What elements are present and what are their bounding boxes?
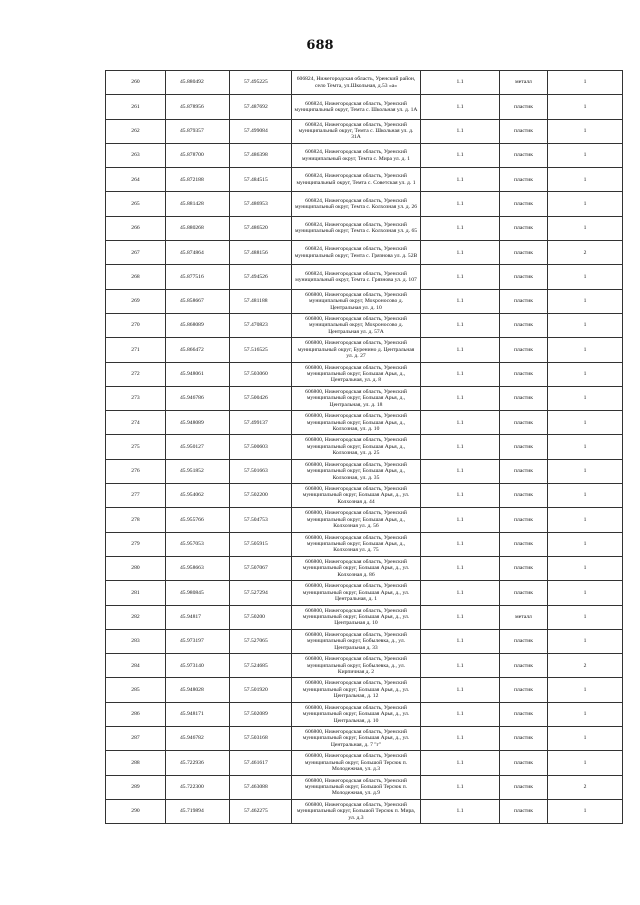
count-cell: 1: [548, 143, 623, 167]
longitude-cell: 57.484515: [230, 168, 292, 192]
table-row: [106, 265, 623, 289]
address-cell: 606800, Нижегородская область, Уренский муниципальный округ, Буренино д. Центральная ул. д. 27: [292, 338, 421, 362]
table-row: [106, 313, 623, 337]
row-number-cell: 270: [106, 313, 166, 337]
address-cell: 606800, Нижегородская область, Уренский муниципальный округ, Большой Терсюк п. Мира, ул. д.3: [292, 799, 421, 823]
latitude-cell: 45.946786: [166, 386, 230, 410]
volume-cell: 1.1: [421, 71, 500, 95]
table-row: [106, 362, 623, 386]
latitude-cell: 45.722300: [166, 775, 230, 799]
volume-cell: 1.1: [421, 95, 500, 119]
latitude-cell: 45.858667: [166, 289, 230, 313]
row-number-cell: 289: [106, 775, 166, 799]
table-row: [106, 629, 623, 653]
material-cell: пластик: [500, 241, 548, 265]
longitude-cell: 57.495225: [230, 71, 292, 95]
longitude-cell: 57.488156: [230, 241, 292, 265]
address-cell: 606800, Нижегородская область, Уренский муниципальный округ, Мохроносово д. Центральная ул. д. 10: [292, 289, 421, 313]
longitude-cell: 57.486953: [230, 192, 292, 216]
material-cell: металл: [500, 605, 548, 629]
latitude-cell: 45.722936: [166, 751, 230, 775]
latitude-cell: 45.951852: [166, 459, 230, 483]
material-cell: пластик: [500, 289, 548, 313]
count-cell: 1: [548, 411, 623, 435]
count-cell: 1: [548, 629, 623, 653]
latitude-cell: 45.877516: [166, 265, 230, 289]
longitude-cell: 57.502200: [230, 484, 292, 508]
material-cell: пластик: [500, 459, 548, 483]
longitude-cell: 57.499084: [230, 119, 292, 143]
material-cell: пластик: [500, 581, 548, 605]
longitude-cell: 57.481188: [230, 289, 292, 313]
address-cell: 606824, Нижегородская область, Уренский муниципальный округ, Темта с. Грязнова ул. д. 107: [292, 265, 421, 289]
row-number-cell: 262: [106, 119, 166, 143]
row-number-cell: 272: [106, 362, 166, 386]
latitude-cell: 45.878956: [166, 95, 230, 119]
count-cell: 1: [548, 508, 623, 532]
latitude-cell: 45.950127: [166, 435, 230, 459]
count-cell: 1: [548, 216, 623, 240]
material-cell: пластик: [500, 702, 548, 726]
table-body: [106, 71, 623, 824]
count-cell: 1: [548, 338, 623, 362]
volume-cell: 1.1: [421, 678, 500, 702]
volume-cell: 1.1: [421, 751, 500, 775]
count-cell: 1: [548, 386, 623, 410]
table-row: [106, 605, 623, 629]
page-number: 688: [306, 38, 334, 53]
volume-cell: 1.1: [421, 289, 500, 313]
longitude-cell: 57.505915: [230, 532, 292, 556]
longitude-cell: 57.486398: [230, 143, 292, 167]
table-row: [106, 508, 623, 532]
latitude-cell: 45.958663: [166, 556, 230, 580]
longitude-cell: 57.507067: [230, 556, 292, 580]
material-cell: пластик: [500, 678, 548, 702]
volume-cell: 1.1: [421, 362, 500, 386]
latitude-cell: 45.946782: [166, 727, 230, 751]
table-row: [106, 241, 623, 265]
row-number-cell: 284: [106, 654, 166, 678]
longitude-cell: 57.487692: [230, 95, 292, 119]
count-cell: 1: [548, 289, 623, 313]
volume-cell: 1.1: [421, 484, 500, 508]
row-number-cell: 274: [106, 411, 166, 435]
row-number-cell: 278: [106, 508, 166, 532]
volume-cell: 1.1: [421, 313, 500, 337]
address-cell: 606800, Нижегородская область, Уренский муниципальный округ, Большая Арья, д., ул. Колхозная д. 44: [292, 484, 421, 508]
row-number-cell: 268: [106, 265, 166, 289]
volume-cell: 1.1: [421, 265, 500, 289]
count-cell: 1: [548, 799, 623, 823]
count-cell: 2: [548, 775, 623, 799]
row-number-cell: 273: [106, 386, 166, 410]
latitude-cell: 45.973140: [166, 654, 230, 678]
count-cell: 1: [548, 581, 623, 605]
material-cell: пластик: [500, 654, 548, 678]
table-row: [106, 799, 623, 823]
latitude-cell: 45.948028: [166, 678, 230, 702]
address-cell: 606800, Нижегородская область, Уренский муниципальный округ, Большая Арья, д., Центральная, ул. д. 8: [292, 362, 421, 386]
table-row: [106, 119, 623, 143]
longitude-cell: 57.501920: [230, 678, 292, 702]
material-cell: пластик: [500, 629, 548, 653]
table-row: [106, 654, 623, 678]
volume-cell: 1.1: [421, 386, 500, 410]
address-cell: 606800, Нижегородская область, Уренский муниципальный округ, Большой Терсюк п. Молодежная, ул. д.3: [292, 751, 421, 775]
address-cell: 606800, Нижегородская область, Уренский муниципальный округ, Бобылевка, д., ул. Кирпичная д. 2: [292, 654, 421, 678]
longitude-cell: 57.499137: [230, 411, 292, 435]
latitude-cell: 45.868089: [166, 313, 230, 337]
count-cell: 1: [548, 71, 623, 95]
volume-cell: 1.1: [421, 629, 500, 653]
row-number-cell: 260: [106, 71, 166, 95]
row-number-cell: 280: [106, 556, 166, 580]
address-cell: 606800, Нижегородская область, Уренский муниципальный округ, Большая Арья, д., ул. Центральная, д. 10: [292, 702, 421, 726]
longitude-cell: 57.463088: [230, 775, 292, 799]
table-row: [106, 702, 623, 726]
table-row: [106, 556, 623, 580]
longitude-cell: 57.461617: [230, 751, 292, 775]
volume-cell: 1.1: [421, 168, 500, 192]
table-row: [106, 532, 623, 556]
volume-cell: 1.1: [421, 581, 500, 605]
volume-cell: 1.1: [421, 459, 500, 483]
count-cell: 1: [548, 484, 623, 508]
longitude-cell: 57.527065: [230, 629, 292, 653]
table-row: [106, 775, 623, 799]
volume-cell: 1.1: [421, 119, 500, 143]
table-row: [106, 192, 623, 216]
table-row: [106, 751, 623, 775]
address-cell: 606800, Нижегородская область, Уренский муниципальный округ, Большой Терсюк п. Молодежная, ул. д.9: [292, 775, 421, 799]
table-row: [106, 168, 623, 192]
latitude-cell: 45.973197: [166, 629, 230, 653]
material-cell: пластик: [500, 435, 548, 459]
volume-cell: 1.1: [421, 727, 500, 751]
longitude-cell: 57.516525: [230, 338, 292, 362]
address-cell: 606824, Нижегородская область, Уренский муниципальный округ, Темта с. Грязнова ул. д. 52В: [292, 241, 421, 265]
latitude-cell: 45.880492: [166, 71, 230, 95]
volume-cell: 1.1: [421, 143, 500, 167]
latitude-cell: 45.878700: [166, 143, 230, 167]
table-row: [106, 484, 623, 508]
address-cell: 606800, Нижегородская область, Уренский муниципальный округ, Большая Арья, д., ул. Центральная д. 10: [292, 605, 421, 629]
table-row: [106, 678, 623, 702]
longitude-cell: 57.502089: [230, 702, 292, 726]
count-cell: 1: [548, 459, 623, 483]
containers-table: [105, 70, 623, 824]
count-cell: 1: [548, 556, 623, 580]
longitude-cell: 57.503060: [230, 362, 292, 386]
volume-cell: 1.1: [421, 702, 500, 726]
count-cell: 1: [548, 435, 623, 459]
table-row: [106, 435, 623, 459]
latitude-cell: 45.879357: [166, 119, 230, 143]
address-cell: 606824, Нижегородская область, Уренский район, село Темта, ул.Школьная, д.53 «а»: [292, 71, 421, 95]
row-number-cell: 269: [106, 289, 166, 313]
address-cell: 606824, Нижегородская область, Уренский муниципальный округ, Темта с. Школьная ул. д. 1А: [292, 95, 421, 119]
row-number-cell: 277: [106, 484, 166, 508]
material-cell: пластик: [500, 556, 548, 580]
longitude-cell: 57.486520: [230, 216, 292, 240]
volume-cell: 1.1: [421, 411, 500, 435]
row-number-cell: 264: [106, 168, 166, 192]
material-cell: пластик: [500, 775, 548, 799]
count-cell: 1: [548, 119, 623, 143]
address-cell: 606800, Нижегородская область, Уренский муниципальный округ, Большая Арья, д., ул. Центральная, д. 7 "г": [292, 727, 421, 751]
latitude-cell: 45.719894: [166, 799, 230, 823]
material-cell: пластик: [500, 532, 548, 556]
volume-cell: 1.1: [421, 338, 500, 362]
material-cell: пластик: [500, 508, 548, 532]
longitude-cell: 57.524685: [230, 654, 292, 678]
latitude-cell: 45.872188: [166, 168, 230, 192]
count-cell: 1: [548, 678, 623, 702]
material-cell: пластик: [500, 265, 548, 289]
count-cell: 1: [548, 192, 623, 216]
table-row: [106, 216, 623, 240]
longitude-cell: 57.50200: [230, 605, 292, 629]
latitude-cell: 45.881428: [166, 192, 230, 216]
longitude-cell: 57.462275: [230, 799, 292, 823]
latitude-cell: 45.94817: [166, 605, 230, 629]
volume-cell: 1.1: [421, 775, 500, 799]
address-cell: 606800, Нижегородская область, Уренский муниципальный округ, Большая Арья, д., Колхозная, ул. д. 25: [292, 435, 421, 459]
table-row: [106, 95, 623, 119]
table-row: [106, 727, 623, 751]
volume-cell: 1.1: [421, 556, 500, 580]
row-number-cell: 267: [106, 241, 166, 265]
material-cell: пластик: [500, 411, 548, 435]
count-cell: 1: [548, 532, 623, 556]
address-cell: 606800, Нижегородская область, Уренский муниципальный округ, Мохроносово д. Центральная ул. д. 57А: [292, 313, 421, 337]
latitude-cell: 45.955766: [166, 508, 230, 532]
address-cell: 606800, Нижегородская область, Уренский муниципальный округ, Большая Арья, д., Колхозная, ул. д. 35: [292, 459, 421, 483]
table-row: [106, 143, 623, 167]
row-number-cell: 266: [106, 216, 166, 240]
table-row: [106, 338, 623, 362]
count-cell: 1: [548, 313, 623, 337]
latitude-cell: 45.874864: [166, 241, 230, 265]
count-cell: 1: [548, 702, 623, 726]
row-number-cell: 286: [106, 702, 166, 726]
address-cell: 606824, Нижегородская область, Уренский муниципальный округ, Темта с. Советская ул. д. 1: [292, 168, 421, 192]
volume-cell: 1.1: [421, 654, 500, 678]
address-cell: 606800, Нижегородская область, Уренский муниципальный округ, Большая Арья, д., ул. Центральная, д. 12: [292, 678, 421, 702]
latitude-cell: 45.954062: [166, 484, 230, 508]
address-cell: 606800, Нижегородская область, Уренский муниципальный округ, Бобылевка, д., ул. Центральная д. 33: [292, 629, 421, 653]
row-number-cell: 288: [106, 751, 166, 775]
table-row: [106, 71, 623, 95]
latitude-cell: 45.957053: [166, 532, 230, 556]
material-cell: пластик: [500, 313, 548, 337]
material-cell: пластик: [500, 168, 548, 192]
row-number-cell: 263: [106, 143, 166, 167]
volume-cell: 1.1: [421, 192, 500, 216]
table-row: [106, 386, 623, 410]
row-number-cell: 275: [106, 435, 166, 459]
count-cell: 2: [548, 654, 623, 678]
volume-cell: 1.1: [421, 605, 500, 629]
material-cell: пластик: [500, 362, 548, 386]
latitude-cell: 45.880268: [166, 216, 230, 240]
address-cell: 606800, Нижегородская область, Уренский муниципальный округ, Большая Арья, д., Колхозная, ул. д. 10: [292, 411, 421, 435]
material-cell: пластик: [500, 143, 548, 167]
material-cell: пластик: [500, 727, 548, 751]
volume-cell: 1.1: [421, 508, 500, 532]
count-cell: 1: [548, 362, 623, 386]
longitude-cell: 57.500426: [230, 386, 292, 410]
address-cell: 606800, Нижегородская область, Уренский муниципальный округ, Большая Арья, д., ул. Колхозная д. 86: [292, 556, 421, 580]
row-number-cell: 283: [106, 629, 166, 653]
latitude-cell: 45.948171: [166, 702, 230, 726]
address-cell: 606800, Нижегородская область, Уренский муниципальный округ, Большая Арья, д., Центральная, ул. д. 18: [292, 386, 421, 410]
row-number-cell: 276: [106, 459, 166, 483]
address-cell: 606824, Нижегородская область, Уренский муниципальный округ, Темта с. Колхозная ул. д. 65: [292, 216, 421, 240]
longitude-cell: 57.500603: [230, 435, 292, 459]
count-cell: 1: [548, 95, 623, 119]
address-cell: 606800, Нижегородская область, Уренский муниципальный округ, Большая Арья, д., Колхозная ул. д. 75: [292, 532, 421, 556]
material-cell: металл: [500, 71, 548, 95]
volume-cell: 1.1: [421, 532, 500, 556]
latitude-cell: 45.866472: [166, 338, 230, 362]
material-cell: пластик: [500, 484, 548, 508]
count-cell: 1: [548, 727, 623, 751]
address-cell: 606824, Нижегородская область, Уренский муниципальный округ, Темта с. Школьная ул. д. 31А: [292, 119, 421, 143]
volume-cell: 1.1: [421, 241, 500, 265]
row-number-cell: 265: [106, 192, 166, 216]
table-row: [106, 581, 623, 605]
material-cell: пластик: [500, 95, 548, 119]
latitude-cell: 45.948089: [166, 411, 230, 435]
row-number-cell: 287: [106, 727, 166, 751]
row-number-cell: 282: [106, 605, 166, 629]
address-cell: 606800, Нижегородская область, Уренский муниципальный округ, Большая Арья, д., Колхозная ул. д. 56: [292, 508, 421, 532]
address-cell: 606800, Нижегородская область, Уренский муниципальный округ, Большая Арья, д., ул. Центральная, д. 1: [292, 581, 421, 605]
row-number-cell: 279: [106, 532, 166, 556]
table-row: [106, 459, 623, 483]
longitude-cell: 57.503168: [230, 727, 292, 751]
latitude-cell: 45.980845: [166, 581, 230, 605]
row-number-cell: 261: [106, 95, 166, 119]
count-cell: 1: [548, 168, 623, 192]
count-cell: 1: [548, 605, 623, 629]
count-cell: 1: [548, 265, 623, 289]
count-cell: 2: [548, 241, 623, 265]
longitude-cell: 57.527294: [230, 581, 292, 605]
table-row: [106, 289, 623, 313]
material-cell: пластик: [500, 119, 548, 143]
longitude-cell: 57.504753: [230, 508, 292, 532]
volume-cell: 1.1: [421, 799, 500, 823]
address-cell: 606824, Нижегородская область, Уренский муниципальный округ, Темта с. Колхозная ул. д. 26: [292, 192, 421, 216]
table-row: [106, 411, 623, 435]
row-number-cell: 281: [106, 581, 166, 605]
material-cell: пластик: [500, 799, 548, 823]
row-number-cell: 285: [106, 678, 166, 702]
material-cell: пластик: [500, 751, 548, 775]
row-number-cell: 290: [106, 799, 166, 823]
material-cell: пластик: [500, 338, 548, 362]
volume-cell: 1.1: [421, 435, 500, 459]
row-number-cell: 271: [106, 338, 166, 362]
volume-cell: 1.1: [421, 216, 500, 240]
longitude-cell: 57.494526: [230, 265, 292, 289]
longitude-cell: 57.501663: [230, 459, 292, 483]
count-cell: 1: [548, 751, 623, 775]
material-cell: пластик: [500, 216, 548, 240]
material-cell: пластик: [500, 386, 548, 410]
latitude-cell: 45.948061: [166, 362, 230, 386]
address-cell: 606824, Нижегородская область, Уренский муниципальный округ, Темта с. Мира ул. д. 1: [292, 143, 421, 167]
material-cell: пластик: [500, 192, 548, 216]
longitude-cell: 57.470823: [230, 313, 292, 337]
